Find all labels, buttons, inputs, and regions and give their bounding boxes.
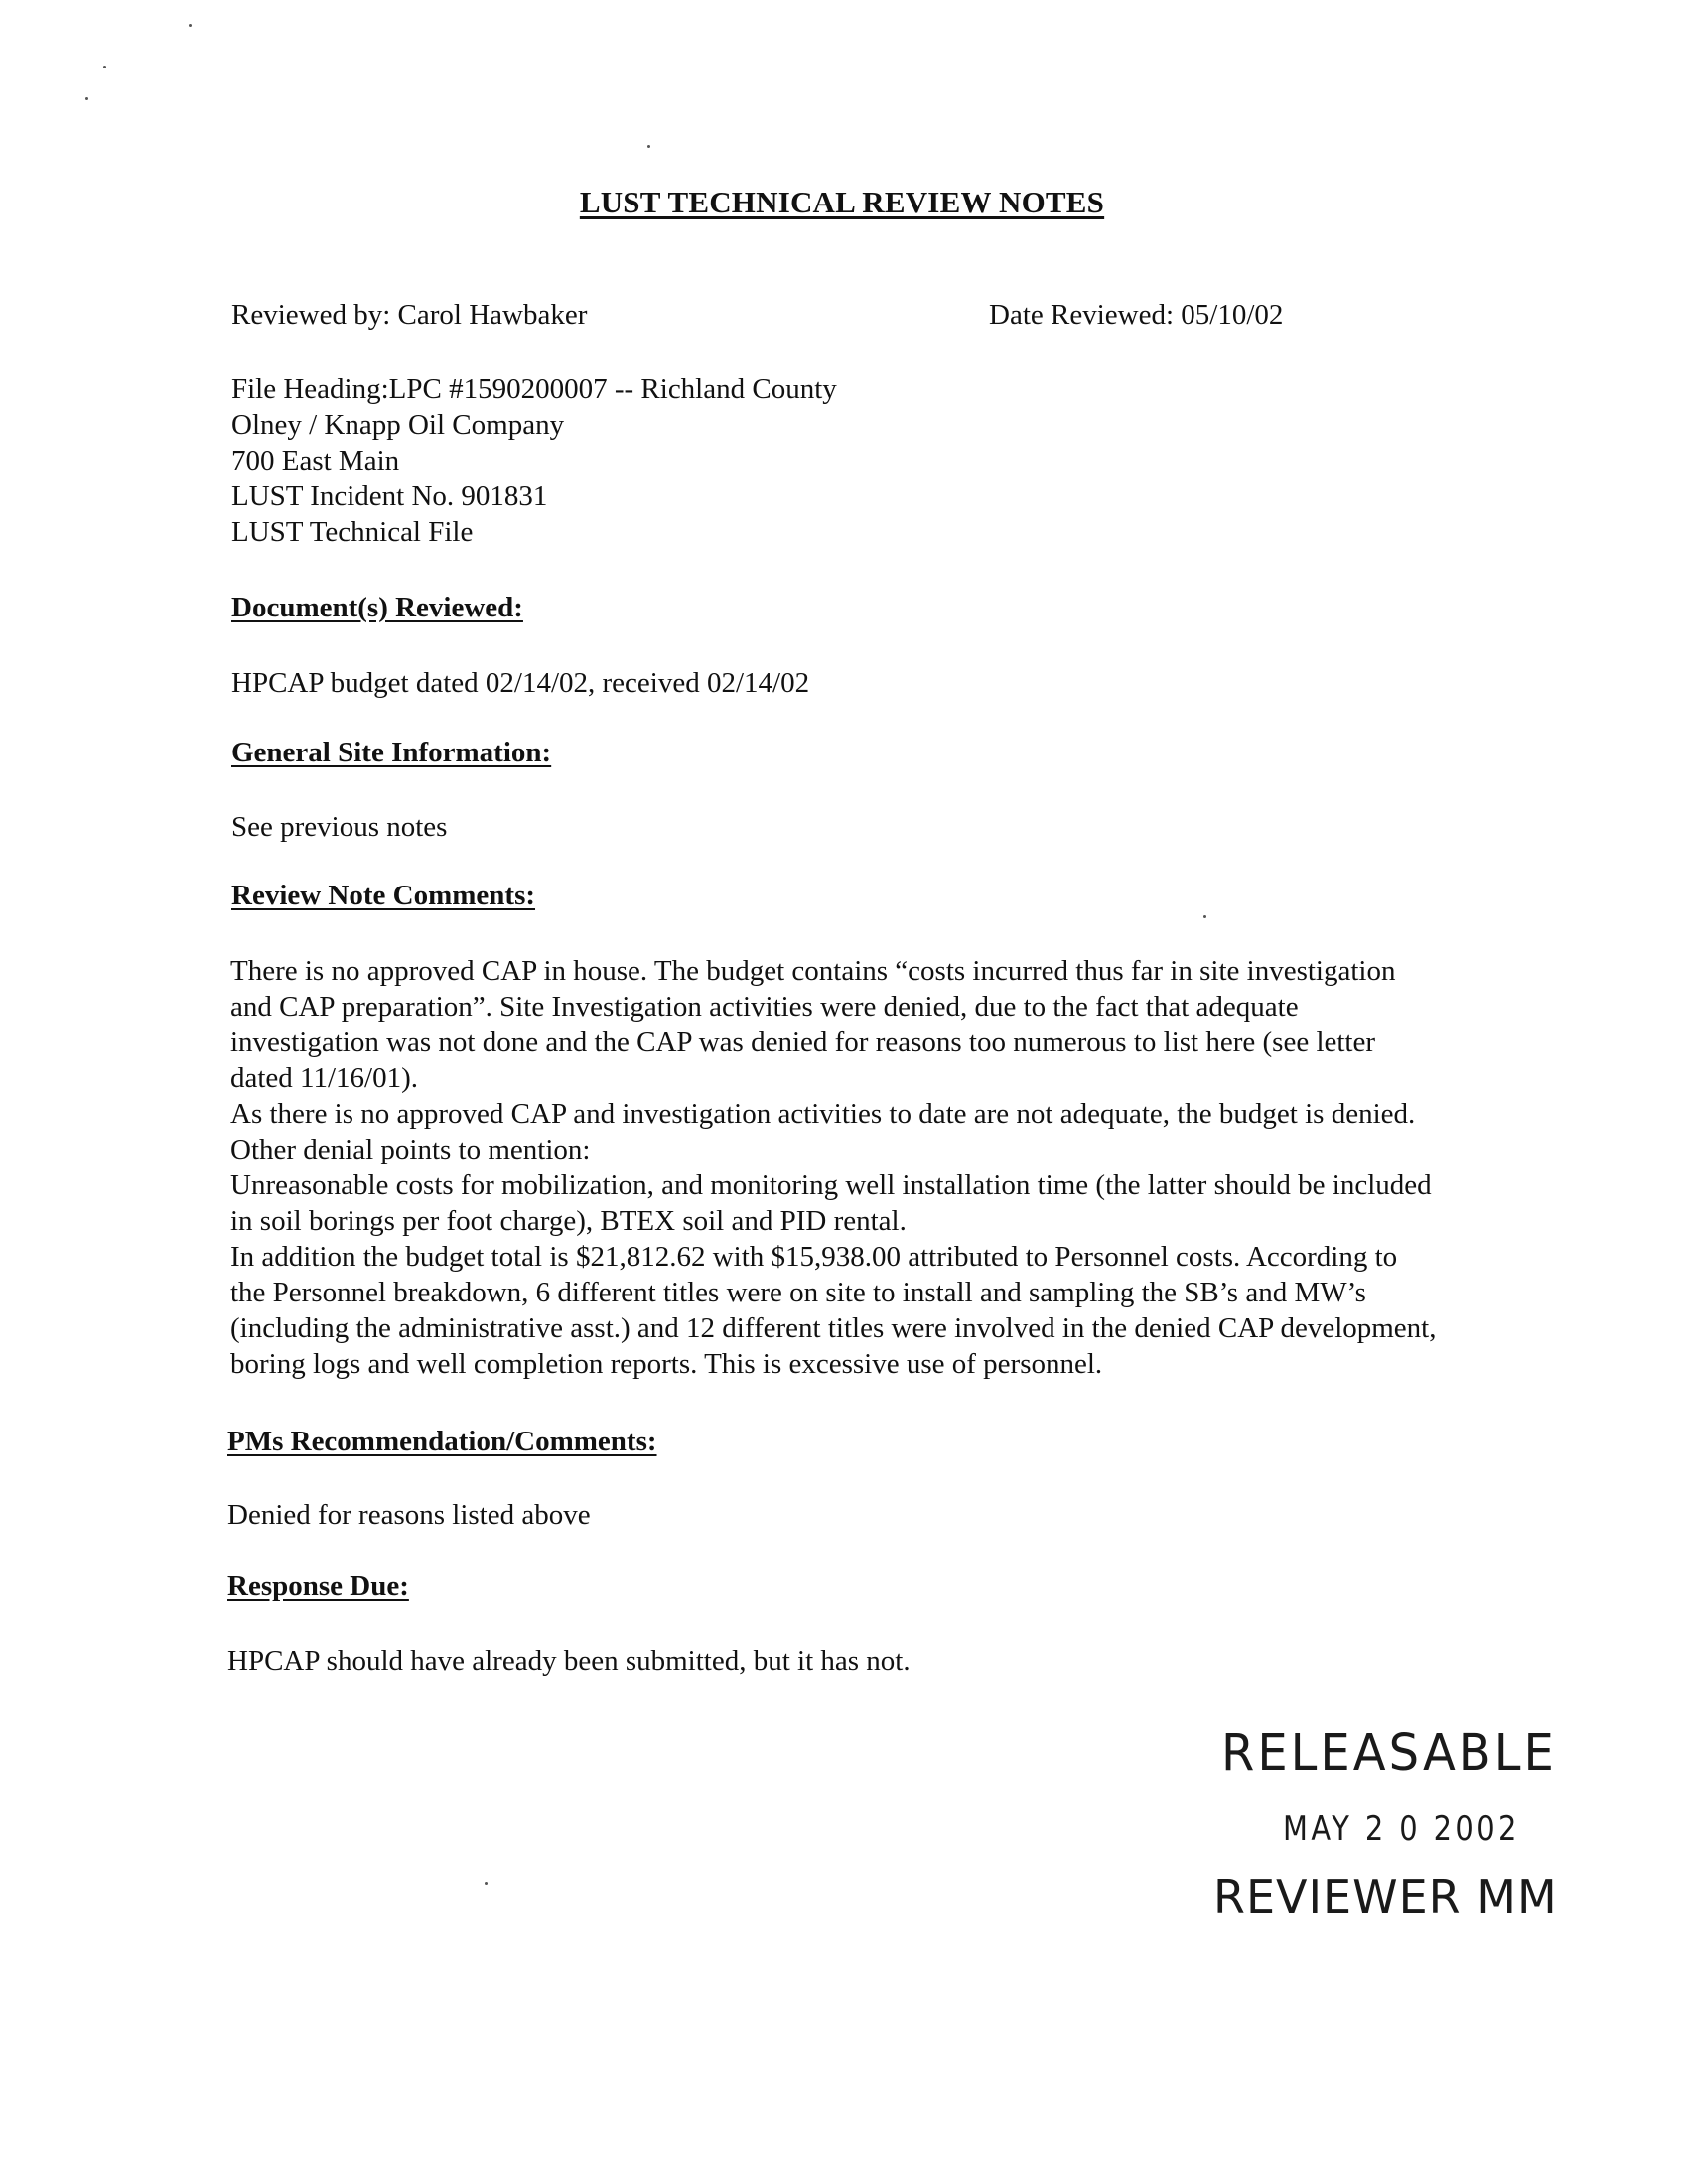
- comment-line: Unreasonable costs for mobilization, and monitoring well installation time (the latter should be included: [230, 1169, 1432, 1201]
- response-due-heading: Response Due:: [227, 1570, 409, 1602]
- stamp-date: MAY 2 0 2002: [1283, 1809, 1520, 1848]
- pms-recommendation-heading: PMs Recommendation/Comments:: [227, 1426, 657, 1457]
- reviewer-stamp: REVIEWER MM: [1213, 1870, 1558, 1924]
- document-title: LUST TECHNICAL REVIEW NOTES: [579, 185, 1105, 219]
- documents-reviewed-heading: Document(s) Reviewed:: [231, 592, 523, 623]
- general-site-information-heading: General Site Information:: [231, 737, 552, 768]
- scan-speck: [1203, 915, 1206, 918]
- file-heading-line: LUST Incident No. 901831: [231, 480, 548, 512]
- comment-line: (including the administrative asst.) and 12 different titles were involved in the denied CAP development,: [230, 1312, 1437, 1344]
- comment-line: and CAP preparation”. Site Investigation activities were denied, due to the fact that adequate: [230, 991, 1299, 1023]
- pms-recommendation-text: Denied for reasons listed above: [227, 1499, 591, 1531]
- documents-reviewed-text: HPCAP budget dated 02/14/02, received 02/14/02: [231, 667, 810, 699]
- comment-line: There is no approved CAP in house. The budget contains “costs incurred thus far in site investigation: [230, 955, 1396, 987]
- review-note-comments-text: [230, 953, 1601, 1382]
- general-site-information-text: See previous notes: [231, 811, 448, 843]
- comment-line: the Personnel breakdown, 6 different titles were on site to install and sampling the SB’s and MW’s: [230, 1277, 1366, 1308]
- comment-line: As there is no approved CAP and investigation activities to date are not adequate, the budget is denied.: [230, 1098, 1416, 1130]
- comment-line: investigation was not done and the CAP was denied for reasons too numerous to list here (see letter: [230, 1026, 1376, 1058]
- scan-speck: [103, 66, 106, 68]
- comment-line: in soil borings per foot charge), BTEX soil and PID rental.: [230, 1205, 907, 1237]
- scan-speck: [85, 97, 88, 100]
- reviewed-by: Reviewed by: Carol Hawbaker: [231, 299, 588, 331]
- file-heading-line: File Heading:LPC #1590200007 -- Richland County: [231, 373, 837, 405]
- releasable-stamp: RELEASABLE: [1221, 1723, 1557, 1783]
- comment-line: boring logs and well completion reports. This is excessive use of personnel.: [230, 1348, 1103, 1380]
- date-reviewed: Date Reviewed: 05/10/02: [989, 299, 1284, 331]
- response-due-text: HPCAP should have already been submitted, but it has not.: [227, 1645, 911, 1677]
- scan-speck: [189, 24, 192, 27]
- comment-line: In addition the budget total is $21,812.62 with $15,938.00 attributed to Personnel costs. According to: [230, 1241, 1398, 1273]
- file-heading-line: LUST Technical File: [231, 516, 474, 548]
- review-note-comments-heading: Review Note Comments:: [231, 880, 536, 911]
- scan-speck: [647, 145, 650, 148]
- comment-line: Other denial points to mention:: [230, 1134, 591, 1165]
- file-heading-line: Olney / Knapp Oil Company: [231, 409, 565, 441]
- comment-line: dated 11/16/01).: [230, 1062, 418, 1094]
- file-heading-line: 700 East Main: [231, 445, 400, 477]
- scan-speck: [485, 1882, 488, 1885]
